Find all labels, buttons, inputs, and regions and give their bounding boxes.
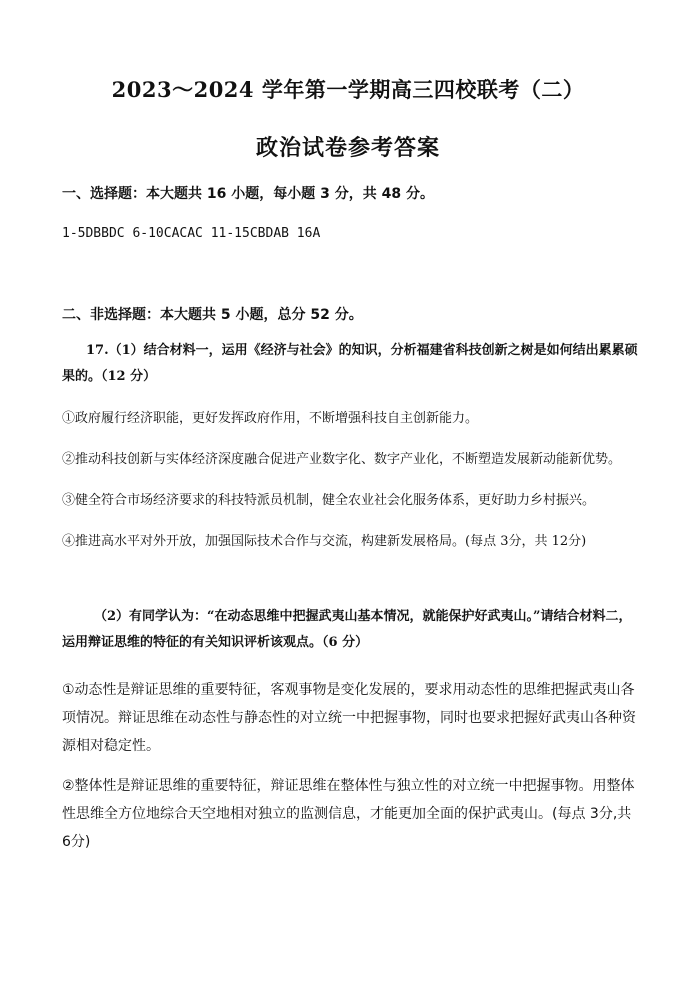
q17-2-question: （2）有同学认为：“在动态思维中把握武夷山基本情况，就能保护好武夷山。”请结合材料二，运用辩证思维的特征的有关知识评析该观点。（6 分） — [62, 609, 632, 650]
q17-1-point-1: ①政府履行经济职能，更好发挥政府作用，不断增强科技自主创新能力。 — [62, 411, 479, 426]
choice-answers: 1-5DBBDC 6-10CACAC 11-15CBDAB 16A — [62, 226, 321, 241]
section1-heading: 一、选择题：本大题共 16 小题，每小题 3 分，共 48 分。 — [62, 186, 434, 202]
q17-1-question: 17.（1）结合材料一，运用《经济与社会》的知识，分析福建省科技创新之树是如何结出累累硕果的。（12 分） — [62, 343, 638, 384]
q17-1-point-2: ②推动科技创新与实体经济深度融合促进产业数字化、数字产业化，不断塑造发展新动能新优势。 — [62, 452, 622, 467]
section2-heading: 二、非选择题：本大题共 5 小题，总分 52 分。 — [62, 307, 363, 323]
exam-subtitle: 政治试卷参考答案 — [255, 135, 440, 161]
q17-1-point-4: ④推进高水平对外开放，加强国际技术合作与交流，构建新发展格局。(每点 3分，共 12分) — [62, 534, 587, 549]
q17-2-point-2: ②整体性是辩证思维的重要特征，辩证思维在整体性与独立性的对立统一中把握事物。用整体性思维全方位地综合天空地相对独立的监测信息，才能更加全面的保护武夷山。(每点 3分,共 6分) — [62, 778, 635, 850]
exam-title: 2023～2024 学年第一学期高三四校联考（二） — [111, 77, 585, 102]
q17-1-point-3: ③健全符合市场经济要求的科技特派员机制，健全农业社会化服务体系，更好助力乡村振兴。 — [62, 493, 596, 508]
q17-2-point-1: ①动态性是辩证思维的重要特征，客观事物是变化发展的，要求用动态性的思维把握武夷山各项情况。辩证思维在动态性与静态性的对立统一中把握事物，同时也要求把握好武夷山各种资源相对稳定性。 — [62, 682, 636, 754]
